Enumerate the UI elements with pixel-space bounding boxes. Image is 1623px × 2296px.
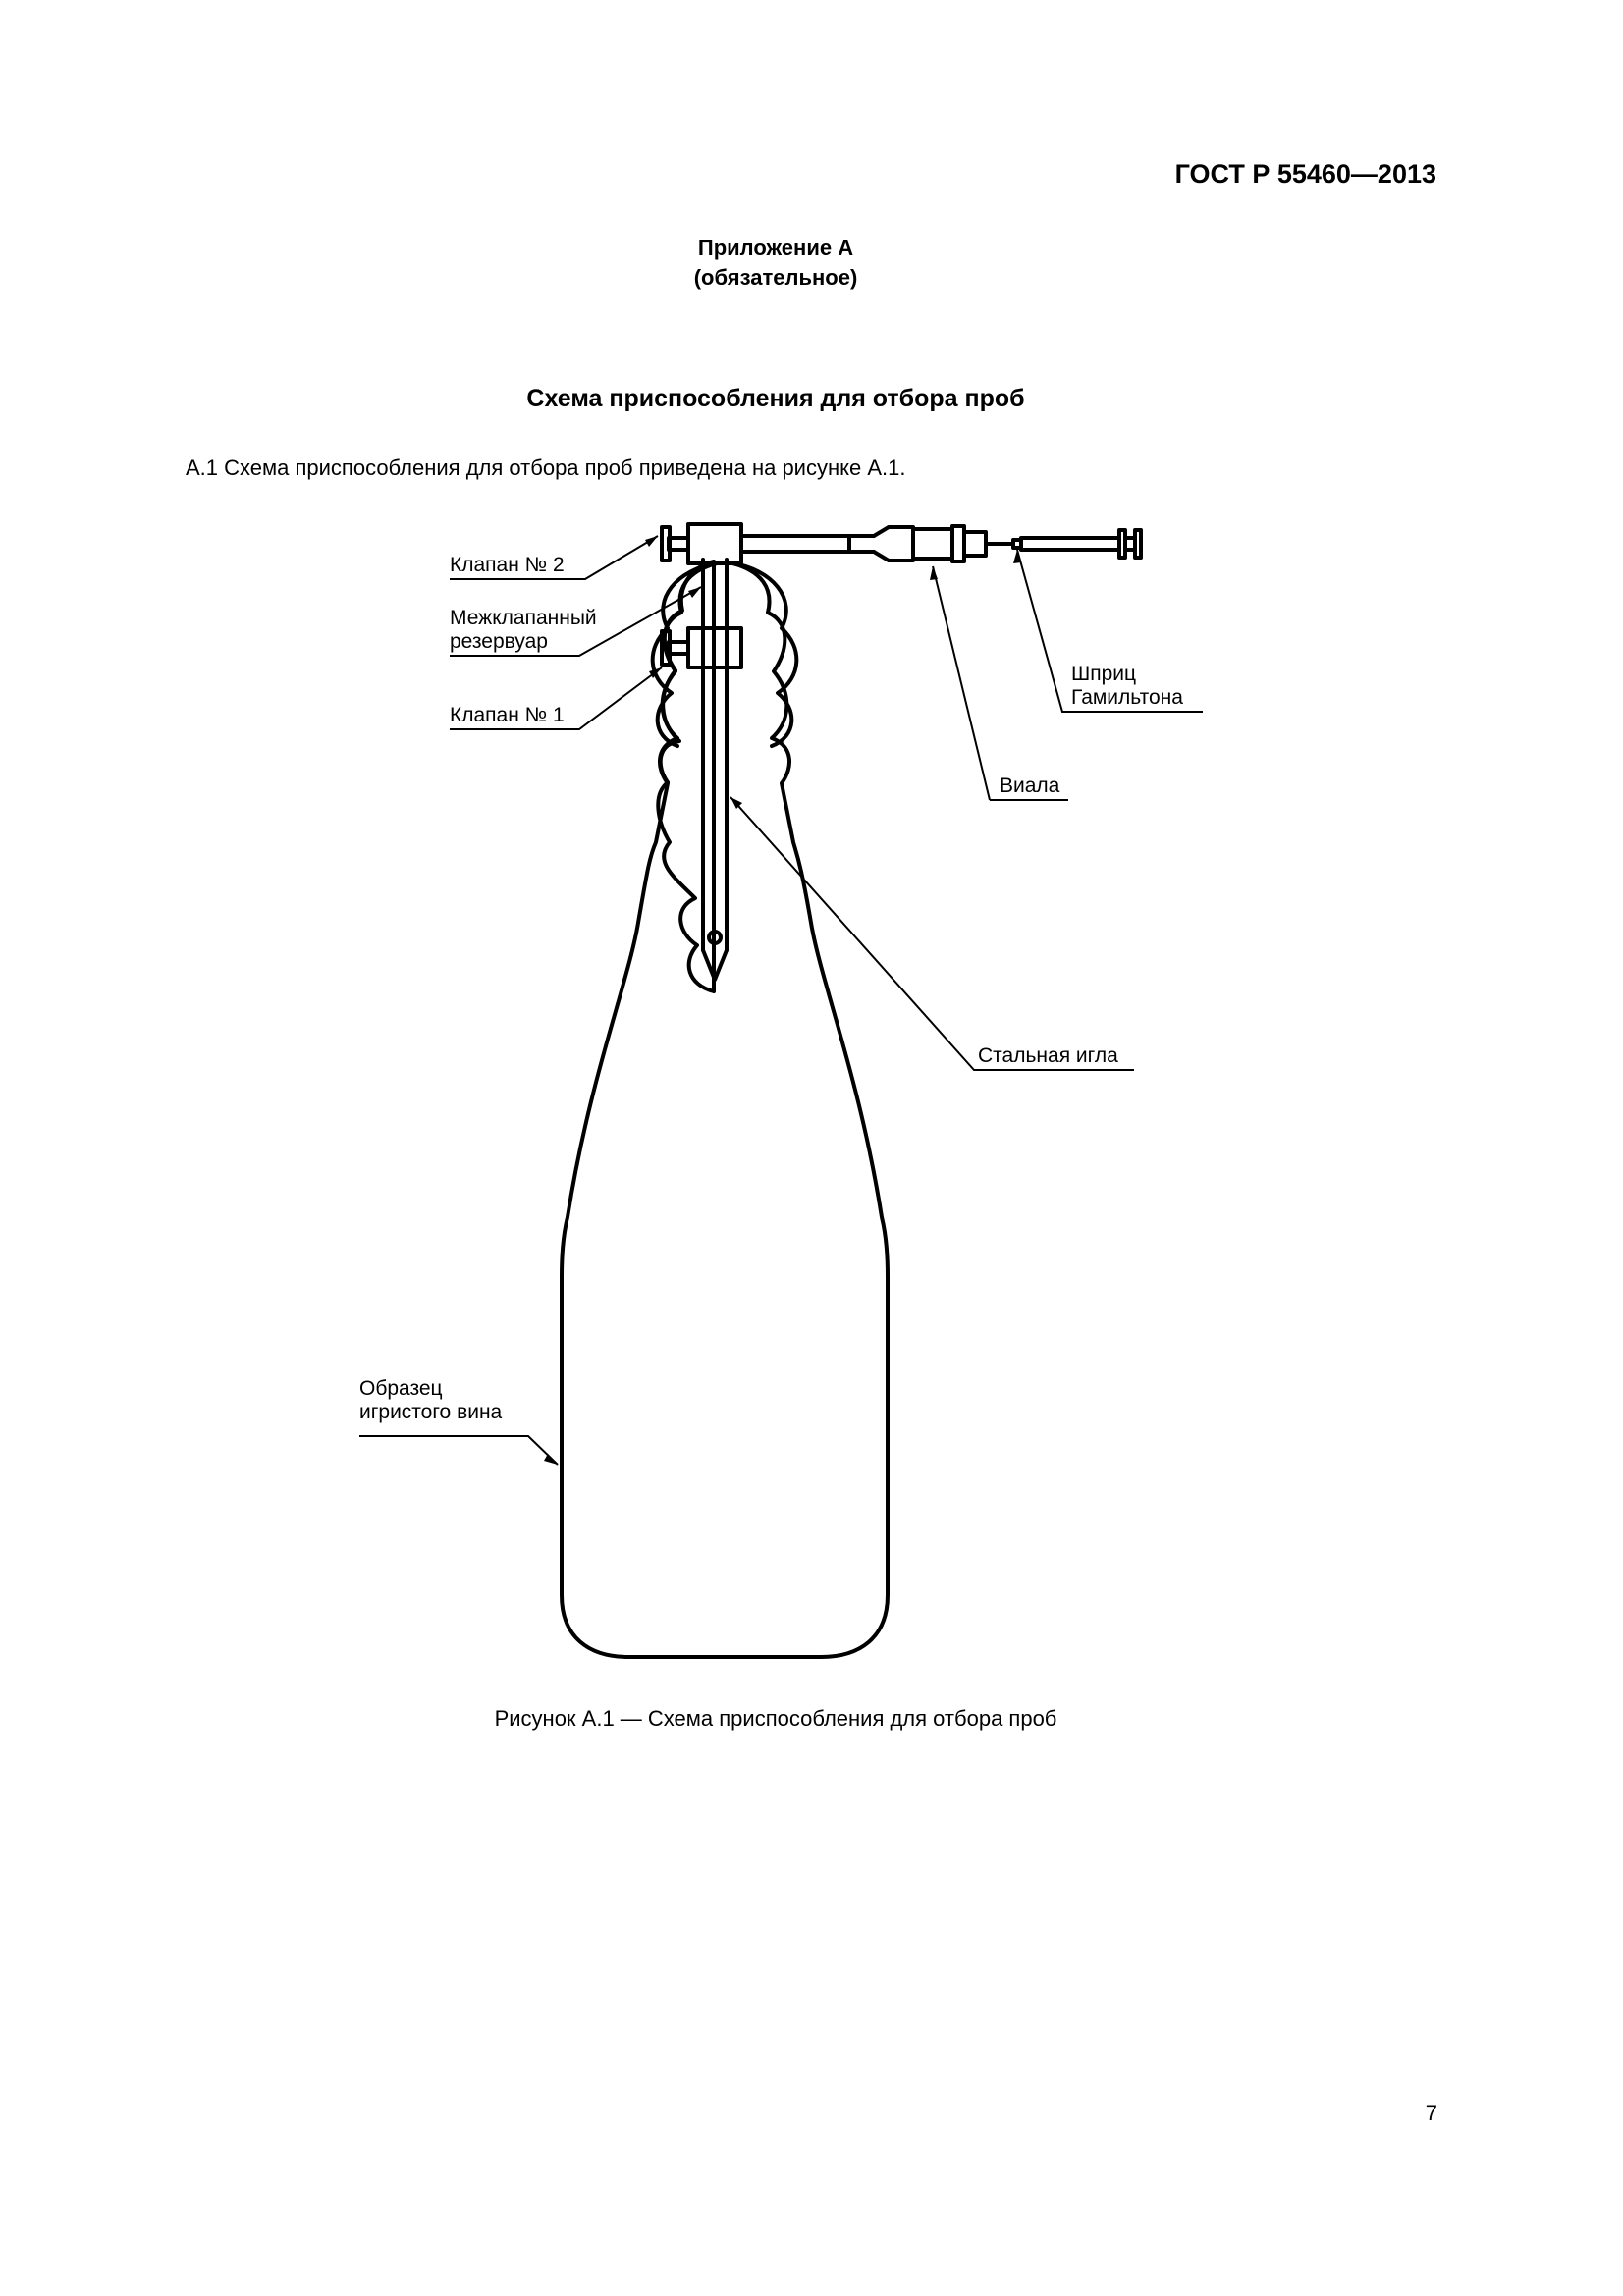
valve2-handle bbox=[662, 527, 670, 561]
label-syringe-1: Шприц bbox=[1071, 663, 1137, 685]
arrow-sample bbox=[544, 1454, 558, 1465]
valve2-body bbox=[688, 524, 741, 563]
syringe-barrel bbox=[1021, 538, 1119, 550]
page-number: 7 bbox=[1425, 2101, 1437, 2125]
vial-neck bbox=[874, 527, 913, 561]
section-title: Схема приспособления для отбора проб bbox=[526, 385, 1025, 412]
document-id: ГОСТ Р 55460—2013 bbox=[1174, 159, 1436, 188]
label-sample-1: Образец bbox=[359, 1377, 443, 1400]
vial-body bbox=[913, 529, 952, 559]
syringe-end bbox=[1135, 530, 1141, 558]
arrow-reservoir bbox=[688, 587, 701, 598]
label-syringe-2: Гамильтона bbox=[1071, 686, 1183, 709]
vial-seal bbox=[964, 532, 986, 556]
arrow-valve2 bbox=[645, 536, 658, 547]
intro-paragraph: А.1 Схема приспособления для отбора проб приведена на рисунке А.1. bbox=[186, 455, 906, 480]
figure-caption: Рисунок А.1 — Схема приспособления для отбора проб bbox=[494, 1706, 1057, 1731]
label-sample-2: игристого вина bbox=[359, 1401, 503, 1423]
label-vial: Виала bbox=[1000, 774, 1060, 797]
leader-sample bbox=[359, 1436, 558, 1465]
annex-status: (обязательное) bbox=[693, 265, 858, 290]
annex-title: Приложение А bbox=[697, 236, 854, 260]
label-needle: Стальная игла bbox=[978, 1044, 1118, 1067]
label-valve2: Клапан № 2 bbox=[450, 554, 565, 576]
label-valve1: Клапан № 1 bbox=[450, 704, 565, 726]
label-reservoir-2: резервуар bbox=[450, 630, 548, 653]
label-reservoir-1: Межклапанный bbox=[450, 607, 597, 629]
